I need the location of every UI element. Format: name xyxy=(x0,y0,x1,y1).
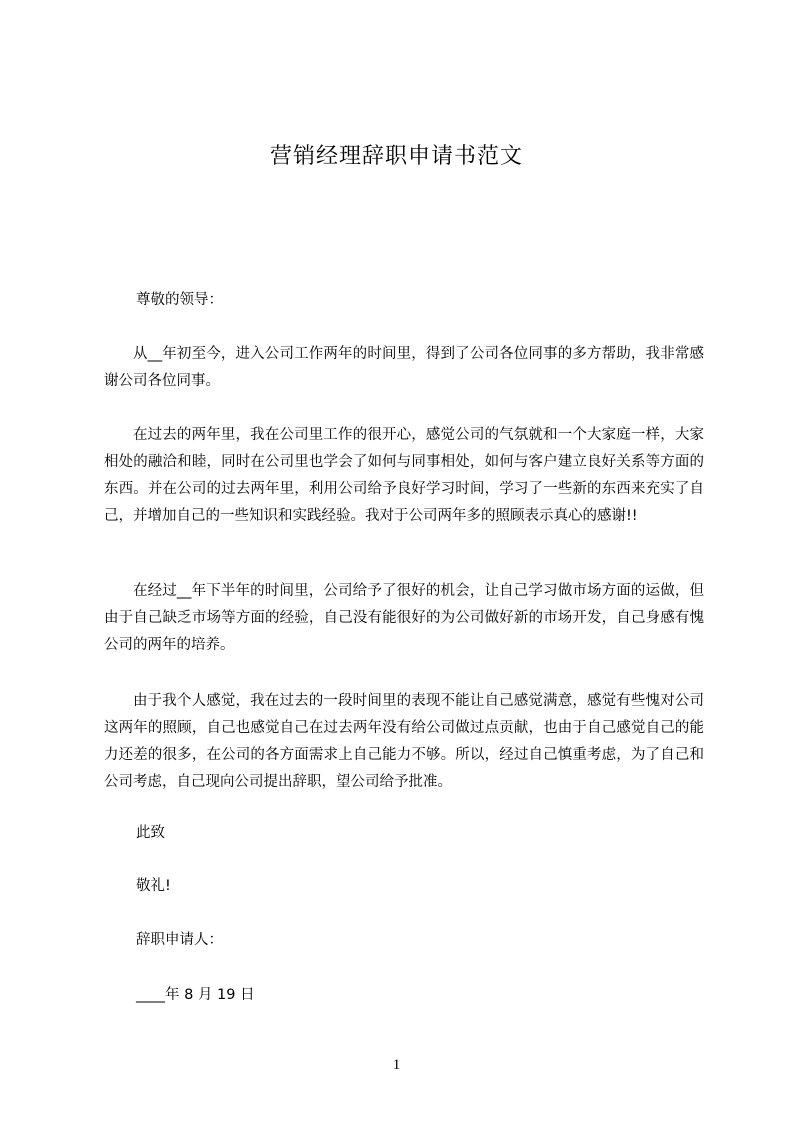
salutation: 尊敬的领导： xyxy=(136,292,223,308)
paragraph-3: 在经过__年下半年的时间里，公司给予了很好的机会，让自己学习做市场方面的运做，但由于自己缺乏市场等方面的经验，自己没有能很好的为公司做好新的市场开发，自己身感有愧公司的两年的培养。 xyxy=(104,583,704,653)
page-number: 1 xyxy=(392,1057,401,1073)
paragraph-4: 由于我个人感觉，我在过去的一段时间里的表现不能让自己感觉满意，感觉有些愧对公司这两年的照顾，自己也感觉自己在过去两年没有给公司做过点贡献，也由于自己感觉自己的能力还差的很多，在公司的各方面需求上自己能力不够。所以，经过自己慎重考虑，为了自己和公司考虑，自己现向公司提出辞职，望公司给予批准。 xyxy=(104,693,704,790)
document-title: 营销经理辞职申请书范文 xyxy=(269,144,523,169)
closing-text: 此致 xyxy=(136,825,165,841)
applicant-label: 辞职申请人： xyxy=(136,932,223,948)
date-line: ____年 8 月 19 日 xyxy=(136,987,255,1003)
paragraph-1: 从__年初至今，进入公司工作两年的时间里，得到了公司各位同事的多方帮助，我非常感谢公司各位同事。 xyxy=(104,346,704,389)
regards-text: 敬礼! xyxy=(136,878,171,894)
paragraph-2: 在过去的两年里，我在公司里工作的很开心，感觉公司的气氛就和一个大家庭一样，大家相处的融洽和睦，同时在公司里也学会了如何与同事相处，如何与客户建立良好关系等方面的东西。并在公司的过去两年里，利用公司给予良好学习时间，学习了一些新的东西来充实了自己，并增加自己的一些知识和实践经验。我对于公司两年多的照顾表示真心的感谢!! xyxy=(104,427,704,524)
